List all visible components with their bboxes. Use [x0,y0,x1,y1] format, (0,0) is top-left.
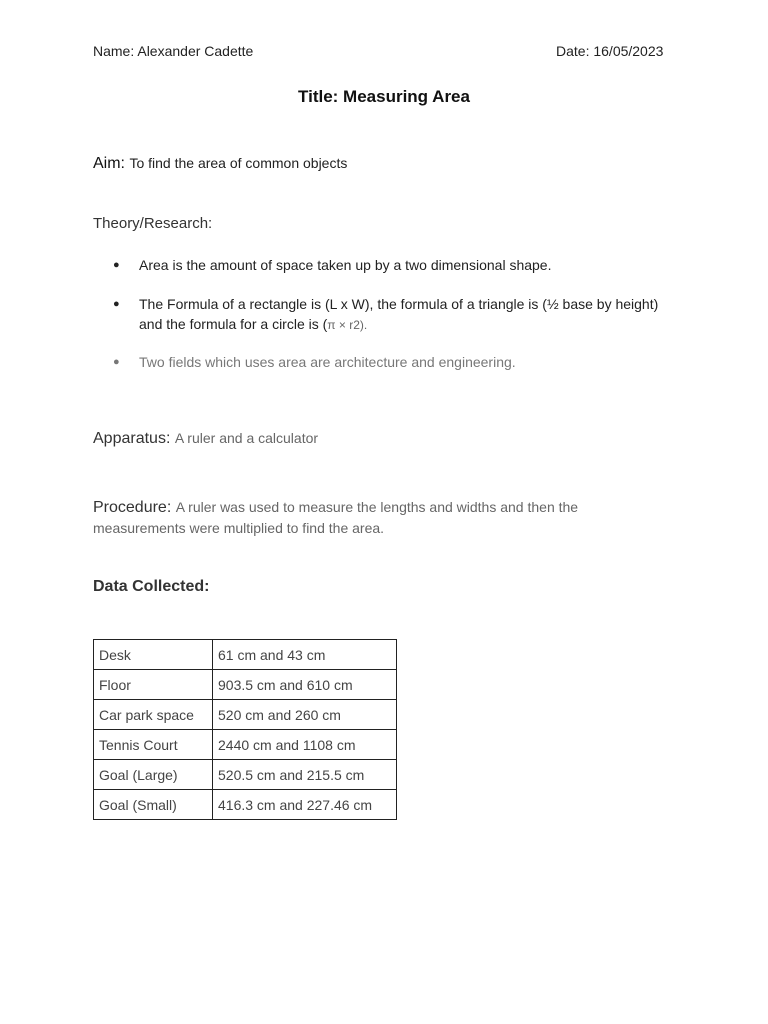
bullet-icon: ● [113,356,120,368]
procedure-label: Procedure: [93,499,172,516]
student-name: Name: Alexander Cadette [93,43,254,59]
bullet-text: Area is the amount of space taken up by a two dimensional shape. [139,257,552,273]
table-row [94,670,397,700]
bullet-text-main: The Formula of a rectangle is (L x W), the formula of a triangle is (½ base by height) and the formula for a circle is ( [139,296,659,332]
object-cell: Goal (Large) [94,760,213,790]
procedure-text: A ruler was used to measure the lengths and widths and then the measurements were multiplied to find the area. [93,499,579,536]
apparatus-section [93,430,318,448]
measurement-cell: 520 cm and 260 cm [213,700,397,730]
measurement-cell: 520.5 cm and 215.5 cm [213,760,397,790]
table-row [94,790,397,820]
object-cell: Floor [94,670,213,700]
table-row [94,730,397,760]
measurement-cell: 2440 cm and 1108 cm [213,730,397,760]
object-cell: Desk [94,640,213,670]
circle-formula: π × r2 [327,318,360,332]
table-row [94,700,397,730]
aim-label: Aim: [93,155,125,172]
table-row [94,640,397,670]
report-date: Date: 16/05/2023 [556,43,664,59]
object-cell: Car park space [94,700,213,730]
measurement-cell: 416.3 cm and 227.46 cm [213,790,397,820]
measurement-cell: 903.5 cm and 610 cm [213,670,397,700]
object-cell: Goal (Small) [94,790,213,820]
aim-text: To find the area of common objects [129,155,348,171]
apparatus-text: A ruler and a calculator [174,430,319,446]
bullet-icon: ● [113,298,120,310]
circle-formula-end: ). [359,318,368,332]
theory-heading: Theory/Research: [93,215,213,232]
measurement-cell: 61 cm and 43 cm [213,640,397,670]
object-cell: Tennis Court [94,730,213,760]
bullet-icon: ● [113,259,120,271]
data-table [93,639,397,820]
data-collected-heading: Data Collected: [93,578,210,595]
table-row [94,760,397,790]
bullet-text [139,294,669,335]
aim-section [93,155,347,173]
apparatus-label: Apparatus: [93,430,171,447]
page-title: Title: Measuring Area [298,87,470,106]
procedure-section [93,497,673,539]
bullet-text: Two fields which uses area are architecture and engineering. [139,354,516,370]
